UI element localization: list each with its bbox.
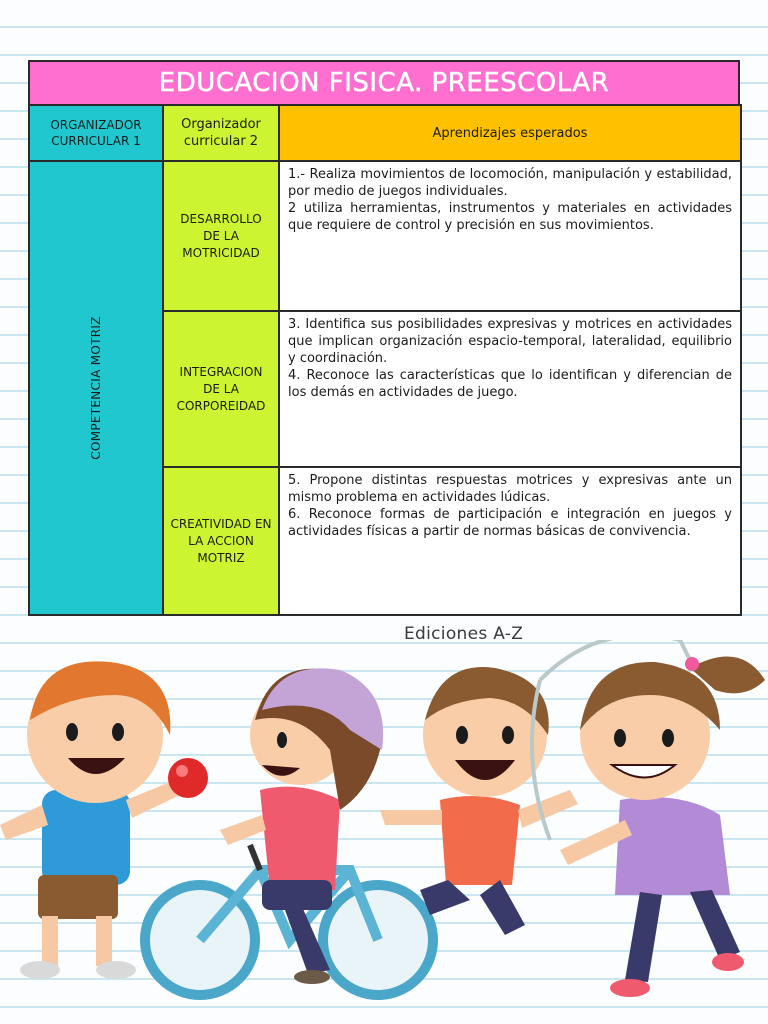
learning-item: 3. Identifica sus posibilidades expresivas y motrices en actividades que implican organización espacio-temporal, lateralidad, equilibrio y coordinación. bbox=[288, 317, 732, 366]
learnings-cell bbox=[279, 467, 741, 615]
curriculum-table bbox=[28, 104, 742, 616]
organizer-cell: INTEGRACION DE LA CORPOREIDAD bbox=[163, 311, 279, 467]
table-row bbox=[29, 161, 741, 311]
document-title: EDUCACION FISICA. PREESCOLAR bbox=[28, 60, 740, 104]
table-header-row bbox=[29, 105, 741, 161]
learning-item: 5. Propone distintas respuestas motrices y expresivas ante un mismo problema en actividades lúdicas. bbox=[288, 473, 732, 505]
competence-cell bbox=[29, 161, 163, 615]
learning-item: 4. Reconoce las características que lo identifican y diferencian de los demás en actividades de juego. bbox=[288, 368, 732, 400]
children-playing-illustration bbox=[0, 640, 768, 1024]
publisher-label: Ediciones A-Z bbox=[404, 624, 524, 644]
learnings-cell bbox=[279, 161, 741, 311]
learning-item: 6. Reconoce formas de participación e integración en juegos y actividades físicas a partir de normas básicas de convivencia. bbox=[288, 507, 732, 539]
header-organizer-1: ORGANIZADOR CURRICULAR 1 bbox=[29, 105, 163, 161]
competence-label: COMPETENCIA MOTRIZ bbox=[89, 316, 103, 460]
curriculum-document bbox=[28, 60, 740, 616]
header-organizer-2: Organizador curricular 2 bbox=[163, 105, 279, 161]
learning-item: 1.- Realiza movimientos de locomoción, manipulación y estabilidad, por medio de juegos individuales. bbox=[288, 167, 732, 199]
organizer-cell: DESARROLLO DE LA MOTRICIDAD bbox=[163, 161, 279, 311]
learnings-cell bbox=[279, 311, 741, 467]
learning-item: 2 utiliza herramientas, instrumentos y materiales en actividades que requiere de control y precisión en sus movimientos. bbox=[288, 201, 732, 233]
organizer-cell: CREATIVIDAD EN LA ACCION MOTRIZ bbox=[163, 467, 279, 615]
jump-rope-girl-figure bbox=[532, 640, 765, 997]
header-expected-learnings: Aprendizajes esperados bbox=[279, 105, 741, 161]
